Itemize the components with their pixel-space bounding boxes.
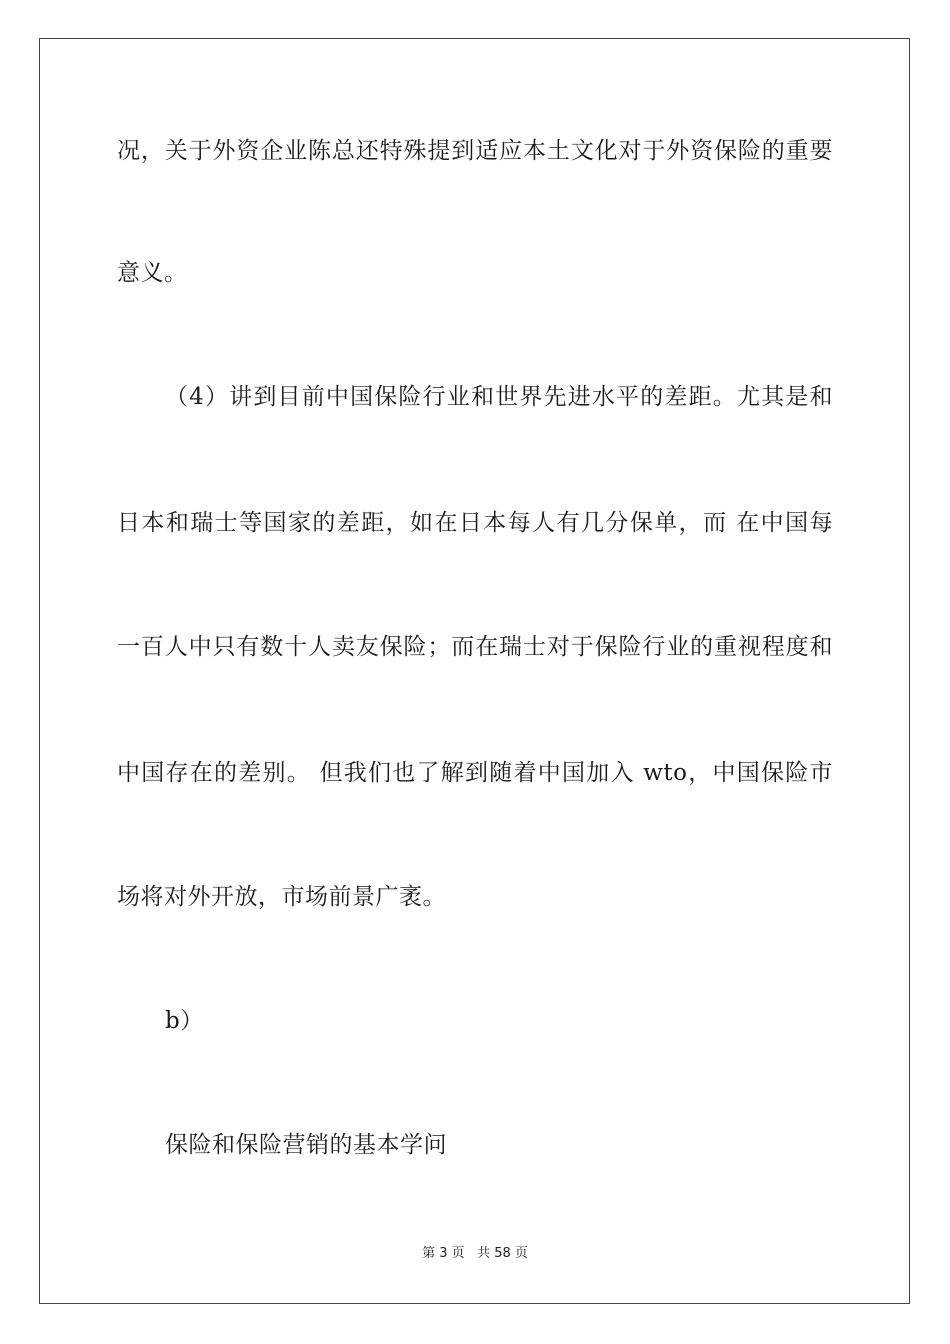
page-footer: [0, 1245, 950, 1263]
section-heading: 保险和保险营销的基本学问: [165, 1132, 447, 1158]
body-line-1: 况，关于外资企业陈总还特殊提到适应本土文化对于外资保险的重要: [117, 138, 833, 164]
body-line-3: （4）讲到目前中国保险行业和世界先进水平的差距。尤其是和: [165, 384, 833, 410]
section-label: b）: [165, 1008, 204, 1034]
body-line-5: 一百人中只有数十人卖友保险；而在瑞士对于保险行业的重视程度和: [117, 634, 833, 660]
body-line-4: 日本和瑞士等国家的差距，如在日本每人有几分保单，而 在中国每: [117, 510, 833, 536]
body-line-7: 场将对外开放，市场前景广袤。: [117, 884, 446, 910]
body-line-2: 意义。: [117, 260, 188, 286]
page-number: 第 3 页: [422, 1246, 465, 1261]
body-line-6: 中国存在的差别。 但我们也了解到随着中国加入 wto，中国保险市: [117, 760, 833, 786]
page-border: [39, 38, 910, 1304]
page-total: 共 58 页: [477, 1246, 528, 1261]
